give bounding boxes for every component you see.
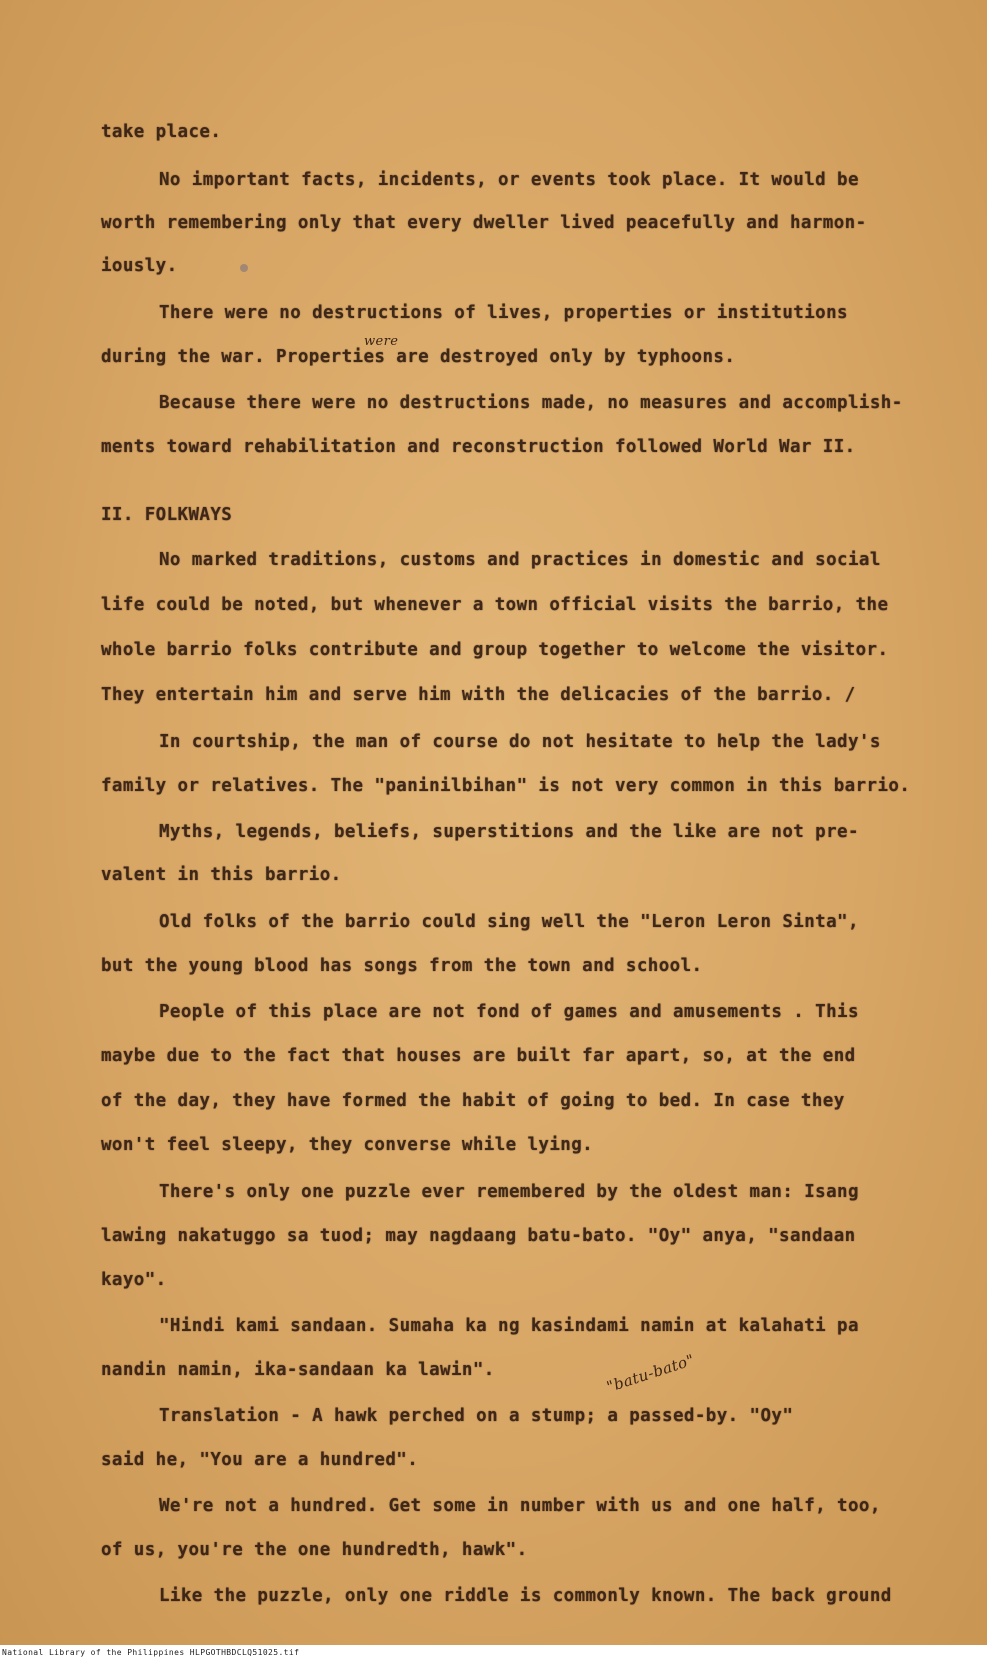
text-line: kayo". — [101, 1270, 167, 1290]
footer-bar — [0, 1645, 987, 1658]
text-line: Old folks of the barrio could sing well the "Leron Leron Sinta", — [159, 912, 859, 932]
ink-spot — [240, 264, 248, 272]
text-line: They entertain him and serve him with the delicacies of the barrio. / — [101, 685, 856, 705]
text-line: nandin namin, ika-sandaan ka lawin". — [101, 1360, 495, 1380]
text-line: take place. — [101, 122, 222, 142]
text-line: Because there were no destructions made, no measures and accomplish- — [159, 393, 903, 413]
text-line: Translation - A hawk perched on a stump; a passed-by. "Oy" — [159, 1406, 794, 1426]
text-line: during the war. Properties are destroyed only by typhoons. — [101, 347, 736, 367]
text-line: We're not a hundred. Get some in number with us and one half, too, — [159, 1496, 881, 1516]
text-line: There's only one puzzle ever remembered by the oldest man: Isang — [159, 1182, 859, 1202]
text-line: No important facts, incidents, or events took place. It would be — [159, 170, 859, 190]
text-line: In courtship, the man of course do not hesitate to help the lady's — [159, 732, 881, 752]
text-line: No marked traditions, customs and practices in domestic and social — [159, 550, 881, 570]
text-line: People of this place are not fond of games and amusements . This — [159, 1002, 859, 1022]
text-line: maybe due to the fact that houses are built far apart, so, at the end — [101, 1046, 856, 1066]
text-line: worth remembering only that every dweller lived peacefully and harmon- — [101, 213, 867, 233]
text-line: of the day, they have formed the habit of going to bed. In case they — [101, 1091, 845, 1111]
text-line: of us, you're the one hundredth, hawk". — [101, 1540, 528, 1560]
text-line: Like the puzzle, only one riddle is commonly known. The back ground — [159, 1586, 892, 1606]
text-line: valent in this barrio. — [101, 865, 342, 885]
text-line: lawing nakatuggo sa tuod; may nagdaang batu-bato. "Oy" anya, "sandaan — [101, 1226, 856, 1246]
text-line: ments toward rehabilitation and reconstruction followed World War II. — [101, 437, 856, 457]
text-line: iously. — [101, 256, 178, 276]
handwritten-annotation: were — [364, 334, 399, 349]
text-line: said he, "You are a hundred". — [101, 1450, 419, 1470]
text-line: "Hindi kami sandaan. Sumaha ka ng kasindami namin at kalahati pa — [159, 1316, 859, 1336]
text-line: family or relatives. The "paninilbihan" is not very common in this barrio. — [101, 776, 911, 796]
bleed-through-text — [300, 134, 309, 152]
text-line: Myths, legends, beliefs, superstitions and the like are not pre- — [159, 822, 859, 842]
text-line: life could be noted, but whenever a town official visits the barrio, the — [101, 595, 889, 615]
text-line: There were no destructions of lives, properties or institutions — [159, 303, 848, 323]
handwritten-annotation: "batu-bato" — [604, 1350, 697, 1396]
section-heading: II. FOLKWAYS — [101, 505, 233, 525]
footer-caption: National Library of the Philippines HLPGOTHBDCLQ51025.tif — [2, 1648, 300, 1657]
text-line: but the young blood has songs from the town and school. — [101, 956, 703, 976]
text-line: won't feel sleepy, they converse while lying. — [101, 1135, 594, 1155]
text-line: whole barrio folks contribute and group together to welcome the visitor. — [101, 640, 889, 660]
